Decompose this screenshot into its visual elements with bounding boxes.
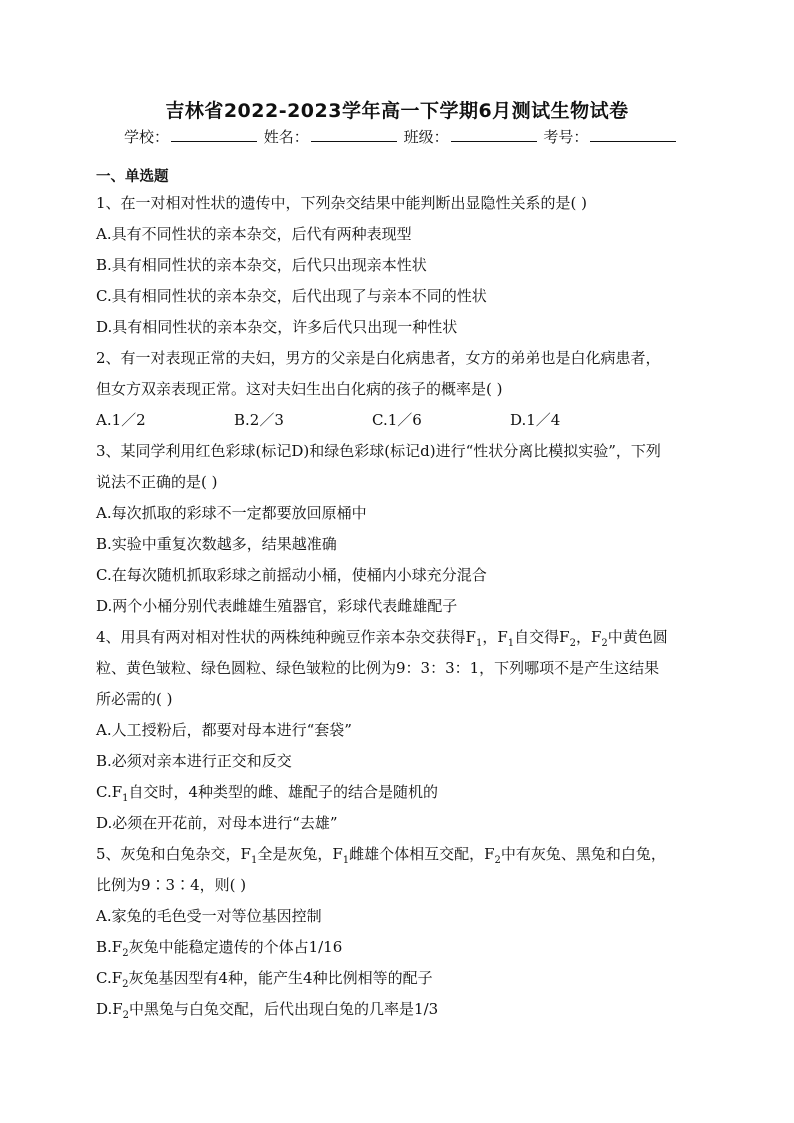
exam-number-blank[interactable] [590,126,676,142]
q5-text-c: 雌雄个体相互交配，F [349,845,495,863]
question-2-stem-line-1: 2、有一对表现正常的夫妇，男方的父亲是白化病患者，女方的弟弟也是白化病患者， [96,349,661,367]
q5-sub-a: 1 [250,855,258,866]
question-2-option-d: D.1／4 [510,411,561,429]
q4-optc-text-a: C.F [96,783,123,801]
class-field [404,126,537,147]
section-heading: 一、单选题 [96,169,169,185]
q5-optb-text-a: B.F [96,938,123,956]
q4-text-b: ，F [482,628,508,646]
question-3-option-c: C.在每次随机抓取彩球之前摇动小桶，使桶内小球充分混合 [96,566,487,584]
q5-optb-text-b: 灰兔中能稳定遗传的个体占1/16 [128,938,343,956]
question-5-option-d [96,994,696,1025]
q4-sub-c: 2 [569,638,576,649]
q5-optc-text-a: C.F [96,969,123,987]
name-field [264,126,397,147]
q5-text-b: 全是灰兔，F [257,845,343,863]
question-1-option-a: A.具有不同性状的亲本杂交，后代有两种表现型 [96,225,412,243]
question-3-stem-line-1: 3、某同学利用红色彩球(标记D)和绿色彩球(标记d)进行“性状分离比模拟实验”，下列 [96,442,661,460]
q4-text-e: 中黄色圆 [607,628,668,646]
student-info-line [124,126,704,147]
question-2-option-c: C.1／6 [372,411,422,429]
school-blank[interactable] [171,126,257,142]
question-4-stem-line-1 [96,622,696,653]
question-4-option-c [96,777,696,808]
q5-sub-c: 2 [494,855,501,866]
question-2-options [96,405,696,436]
q5-text-a: 5、灰兔和白兔杂交，F [96,845,251,863]
question-4-stem-line-3: 所必需的( ) [96,690,173,708]
question-2-option-b: B.2／3 [234,411,284,429]
question-5-stem-line-1 [96,839,696,870]
q4-sub-a: 1 [475,638,483,649]
question-4-option-a: A.人工授粉后，都要对母本进行“套袋” [96,721,352,739]
name-label: 姓名： [263,128,309,146]
q5-optc-sub: 2 [122,979,129,990]
question-1-option-d: D.具有相同性状的亲本杂交，许多后代只出现一种性状 [96,318,458,336]
exam-content [96,166,696,1025]
school-field [124,126,257,147]
school-label: 学校： [124,128,170,146]
q4-text-c: 自交得F [514,628,570,646]
q4-optc-sub: 1 [122,793,129,804]
name-blank[interactable] [311,126,397,142]
q4-optc-text-b: 自交时，4种类型的雌、雄配子的结合是随机的 [128,783,439,801]
question-5-stem-line-2: 比例为9∶3∶4，则( ) [96,876,247,894]
class-label: 班级： [403,128,449,146]
q4-sub-b: 1 [507,638,515,649]
question-1-option-b: B.具有相同性状的亲本杂交，后代只出现亲本性状 [96,256,427,274]
question-3-stem-line-2: 说法不正确的是( ) [96,473,218,491]
q5-optd-text-a: D.F [96,1000,123,1018]
question-5-option-c [96,963,696,994]
question-3-option-b: B.实验中重复次数越多，结果越准确 [96,535,337,553]
q5-optc-text-b: 灰兔基因型有4种，能产生4种比例相等的配子 [128,969,433,987]
q5-sub-b: 1 [342,855,350,866]
question-2-stem-line-2: 但女方双亲表现正常。这对夫妇生出白化病的孩子的概率是( ) [96,380,503,398]
q4-text-d: ，F [575,628,602,646]
question-1-stem: 1、在一对相对性状的遗传中，下列杂交结果中能判断出显隐性关系的是( ) [96,194,588,212]
exam-title: 吉林省2022-2023学年高一下学期6月测试生物试卷 [165,100,629,122]
question-1-option-c: C.具有相同性状的亲本杂交，后代出现了与亲本不同的性状 [96,287,487,305]
question-2-option-a: A.1／2 [96,411,146,429]
q5-optb-sub: 2 [122,948,129,959]
question-5-option-a: A.家兔的毛色受一对等位基因控制 [96,907,322,925]
q5-text-d: 中有灰兔、黑兔和白兔， [500,845,666,863]
question-4-option-d: D.必须在开花前，对母本进行“去雄” [96,814,338,832]
q4-sub-d: 2 [601,638,608,649]
question-4-stem-line-2: 粒、黄色皱粒、绿色圆粒、绿色皱粒的比例为9：3：3：1，下列哪项不是产生这结果 [96,659,660,677]
q5-optd-text-b: 中黑兔与白兔交配，后代出现白兔的几率是1/3 [129,1000,439,1018]
exam-number-label: 考号： [543,128,589,146]
exam-number-field [543,126,676,147]
q5-optd-sub: 2 [122,1010,130,1021]
question-3-option-d: D.两个小桶分别代表雌雄生殖器官，彩球代表雌雄配子 [96,597,458,615]
question-5-option-b [96,932,696,963]
question-4-option-b: B.必须对亲本进行正交和反交 [96,752,292,770]
q4-text-a: 4、用具有两对相对性状的两株纯种豌豆作亲本杂交获得F [96,628,476,646]
class-blank[interactable] [451,126,537,142]
question-3-option-a: A.每次抓取的彩球不一定都要放回原桶中 [96,504,367,522]
